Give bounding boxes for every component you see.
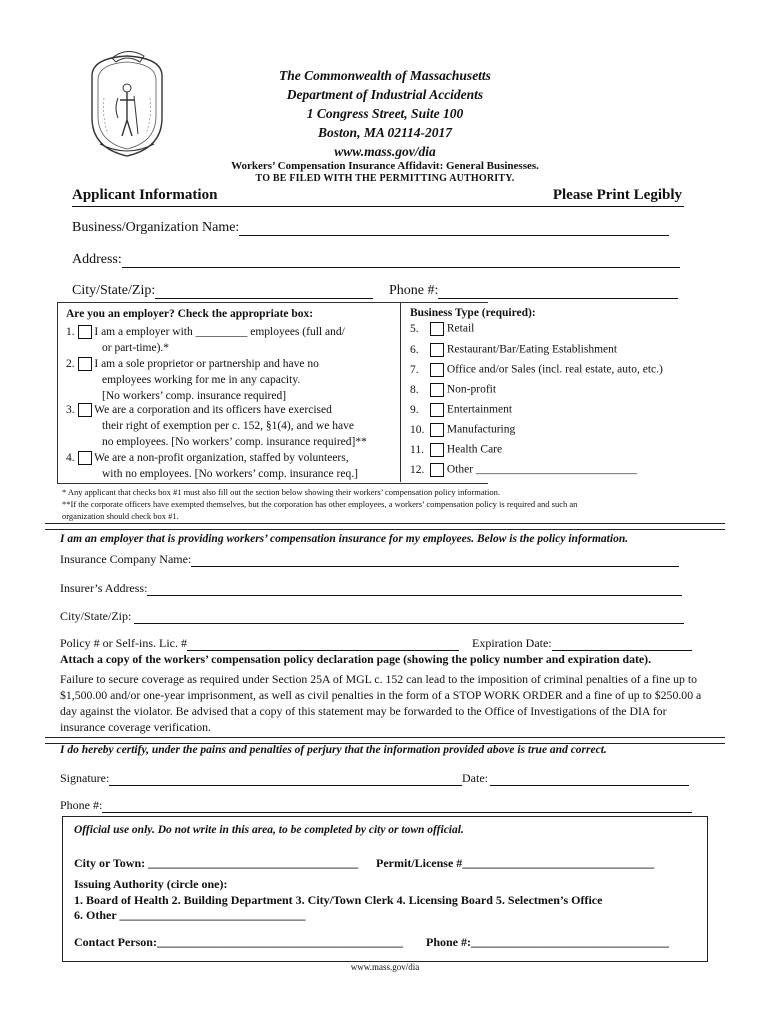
bt-label: Health Care bbox=[446, 443, 503, 456]
option-1-number: 1. bbox=[66, 326, 75, 338]
insurer-address-input[interactable] bbox=[147, 583, 682, 596]
bt-number: 5. bbox=[410, 322, 419, 335]
bt-number: 9. bbox=[410, 403, 419, 416]
footnote-3: organization should check box #1. bbox=[62, 511, 179, 521]
option-3-number: 3. bbox=[66, 404, 75, 416]
expiration-label: Expiration Date: bbox=[472, 636, 552, 650]
insurance-company-field[interactable] bbox=[60, 552, 679, 567]
city-state-zip-input[interactable] bbox=[155, 284, 373, 299]
option-4-text-a: We are a non-profit organization, staffed by volunteers, bbox=[94, 452, 349, 464]
option-4-checkbox[interactable] bbox=[78, 451, 92, 465]
option-4-text-b: with no employees. [No workers’ comp. insurance req.] bbox=[102, 468, 358, 480]
agency-header bbox=[200, 66, 570, 161]
business-type-retail[interactable] bbox=[410, 322, 474, 336]
expiration-field[interactable] bbox=[472, 636, 692, 651]
business-type-manufacturing[interactable] bbox=[410, 423, 515, 437]
option-1-checkbox[interactable] bbox=[78, 325, 92, 339]
applicant-title: Applicant Information bbox=[72, 187, 218, 203]
business-type-title: Business Type (required): bbox=[410, 307, 536, 319]
business-name-input[interactable] bbox=[239, 221, 669, 236]
issuing-authority-options[interactable]: 1. Board of Health 2. Building Department 3. City/Town Clerk 4. Licensing Board 5. Selectmen’s Office bbox=[74, 893, 603, 907]
business-type-health-care[interactable] bbox=[410, 443, 502, 457]
header-line-5: www.mass.gov/dia bbox=[334, 144, 436, 159]
bt-label: Retail bbox=[446, 322, 475, 335]
employer-option-1 bbox=[66, 324, 396, 356]
bt-checkbox[interactable] bbox=[430, 363, 444, 377]
official-phone-field[interactable]: Phone #:_________________________________ bbox=[426, 935, 669, 949]
business-name-label: Business/Organization Name: bbox=[72, 220, 240, 235]
footnote-1: * Any applicant that checks box #1 must also fill out the section below showing their workers’ compensation policy information. bbox=[62, 487, 500, 497]
certify-phone-label: Phone #: bbox=[60, 798, 103, 812]
option-3-checkbox[interactable] bbox=[78, 403, 92, 417]
bt-checkbox[interactable] bbox=[430, 403, 444, 417]
insurer-address-field[interactable] bbox=[60, 581, 682, 596]
option-1-text-b: or part-time).* bbox=[102, 342, 170, 354]
signature-field[interactable] bbox=[60, 771, 689, 786]
bt-label: Other ____________________________ bbox=[446, 463, 637, 476]
form-title: Workers’ Compensation Insurance Affidavit: General Businesses. bbox=[231, 160, 539, 172]
bt-checkbox[interactable] bbox=[430, 423, 444, 437]
policy-heading: I am an employer that is providing workers’ compensation insurance for my employees. Below is the policy information. bbox=[60, 533, 629, 545]
certify-divider bbox=[45, 737, 725, 744]
employer-option-4 bbox=[66, 450, 396, 482]
address-label: Address: bbox=[72, 252, 122, 267]
official-use-note: Official use only. Do not write in this area, to be completed by city or town official. bbox=[74, 824, 464, 836]
policy-city-field[interactable] bbox=[60, 609, 684, 624]
business-type-other[interactable] bbox=[410, 463, 637, 477]
bt-label: Office and/or Sales (incl. real estate, auto, etc.) bbox=[446, 363, 663, 376]
policy-number-label: Policy # or Self-ins. Lic. # bbox=[60, 636, 187, 650]
header-line-2: Department of Industrial Accidents bbox=[286, 87, 484, 102]
bt-number: 6. bbox=[410, 343, 419, 356]
bt-checkbox[interactable] bbox=[430, 343, 444, 357]
insurance-company-input[interactable] bbox=[191, 554, 679, 567]
business-type-nonprofit[interactable] bbox=[410, 383, 496, 397]
address-field[interactable] bbox=[72, 252, 680, 268]
bt-label: Manufacturing bbox=[446, 423, 516, 436]
business-name-field[interactable] bbox=[72, 220, 669, 236]
bt-number: 7. bbox=[410, 363, 419, 376]
header-line-4: Boston, MA 02114-2017 bbox=[318, 125, 452, 140]
massachusetts-seal-logo bbox=[82, 48, 172, 160]
footnote-2: **If the corporate officers have exempted themselves, but the corporation has other employees, a workers’ compensation policy is required and such an bbox=[62, 499, 578, 509]
option-2-checkbox[interactable] bbox=[78, 357, 92, 371]
signature-label: Signature: bbox=[60, 771, 110, 785]
bt-label: Non-profit bbox=[446, 383, 497, 396]
option-3-text-a: We are a corporation and its officers have exercised bbox=[94, 404, 332, 416]
phone-label: Phone #: bbox=[389, 283, 439, 298]
employer-option-2 bbox=[66, 356, 396, 404]
bt-number: 12. bbox=[410, 463, 425, 476]
penalty-warning: Failure to secure coverage as required under Section 25A of MGL c. 152 can lead to the imposition of criminal penalties of a fine up to $1,500.00 and/or one-year imprisonment, as well as civil penalties in the form of a STOP WORK ORDER and a fine of up to $250.00 a day against the violator. Be advised that a copy of this statement may be forwarded to the Office of Investigations of the DIA for insurance coverage verification. bbox=[60, 672, 702, 734]
city-town-field[interactable]: City or Town: ___________________________________ bbox=[74, 856, 359, 870]
option-1-text-a: I am a employer with _________ employees (full and/ bbox=[94, 326, 345, 338]
form-subtitle: TO BE FILED WITH THE PERMITTING AUTHORITY. bbox=[255, 173, 515, 184]
policy-number-input[interactable] bbox=[187, 638, 459, 651]
business-type-office[interactable] bbox=[410, 363, 663, 377]
option-2-number: 2. bbox=[66, 358, 75, 370]
business-type-entertainment[interactable] bbox=[410, 403, 512, 417]
bt-checkbox[interactable] bbox=[430, 322, 444, 336]
permit-license-field[interactable]: Permit/License #________________________________ bbox=[376, 856, 655, 870]
employer-question: Are you an employer? Check the appropriate box: bbox=[66, 308, 314, 320]
option-3-text-b: their right of exemption per c. 152, §1(4), and we have bbox=[102, 420, 354, 432]
option-2-text-b: employees working for me in any capacity. bbox=[102, 374, 301, 386]
bt-number: 11. bbox=[410, 443, 424, 456]
option-2-text-c: [No workers’ comp. insurance required] bbox=[102, 390, 287, 402]
option-3-text-c: no employees. [No workers’ comp. insurance required]** bbox=[102, 436, 367, 448]
insurance-company-label: Insurance Company Name: bbox=[60, 552, 192, 566]
policy-number-field[interactable] bbox=[60, 636, 459, 651]
phone-field[interactable] bbox=[389, 283, 678, 299]
certify-statement: I do hereby certify, under the pains and penalties of perjury that the information provided above is true and correct. bbox=[60, 744, 607, 756]
city-state-zip-label: City/State/Zip: bbox=[72, 283, 156, 298]
address-input[interactable] bbox=[122, 253, 680, 268]
certify-phone-input[interactable] bbox=[102, 800, 692, 813]
bt-label: Entertainment bbox=[446, 403, 513, 416]
header-line-3: 1 Congress Street, Suite 100 bbox=[306, 106, 464, 121]
contact-person-field[interactable]: Contact Person:_________________________________________ bbox=[74, 935, 403, 949]
header-line-1: The Commonwealth of Massachusetts bbox=[279, 68, 491, 83]
bt-checkbox[interactable] bbox=[430, 383, 444, 397]
city-state-zip-field[interactable] bbox=[72, 283, 373, 299]
date-label: Date: bbox=[462, 771, 488, 785]
bt-number: 8. bbox=[410, 383, 419, 396]
attach-instruction: Attach a copy of the workers’ compensation policy declaration page (showing the policy number and expiration date). bbox=[60, 652, 652, 666]
bt-checkbox[interactable] bbox=[430, 463, 444, 477]
expiration-input[interactable] bbox=[552, 638, 692, 651]
box-divider bbox=[400, 302, 401, 482]
bt-label: Restaurant/Bar/Eating Establishment bbox=[446, 343, 618, 356]
signature-input[interactable] bbox=[109, 773, 689, 786]
insurer-address-label: Insurer’s Address: bbox=[60, 581, 148, 595]
section-divider bbox=[45, 523, 725, 530]
option-4-number: 4. bbox=[66, 452, 75, 464]
issuing-authority-label: Issuing Authority (circle one): bbox=[74, 877, 228, 891]
bt-number: 10. bbox=[410, 423, 425, 436]
business-type-restaurant[interactable] bbox=[410, 343, 617, 357]
option-2-text-a: I am a sole proprietor or partnership and have no bbox=[94, 358, 319, 370]
other-authority-field[interactable]: 6. Other _______________________________ bbox=[74, 908, 306, 922]
policy-city-input[interactable] bbox=[134, 611, 684, 624]
certify-phone-field[interactable] bbox=[60, 798, 692, 813]
footer-url: www.mass.gov/dia bbox=[350, 962, 420, 972]
policy-city-label: City/State/Zip: bbox=[60, 609, 132, 623]
print-legibly-label: Please Print Legibly bbox=[552, 187, 682, 203]
employer-option-3 bbox=[66, 402, 406, 450]
bt-checkbox[interactable] bbox=[430, 443, 444, 457]
phone-input[interactable] bbox=[438, 284, 678, 299]
